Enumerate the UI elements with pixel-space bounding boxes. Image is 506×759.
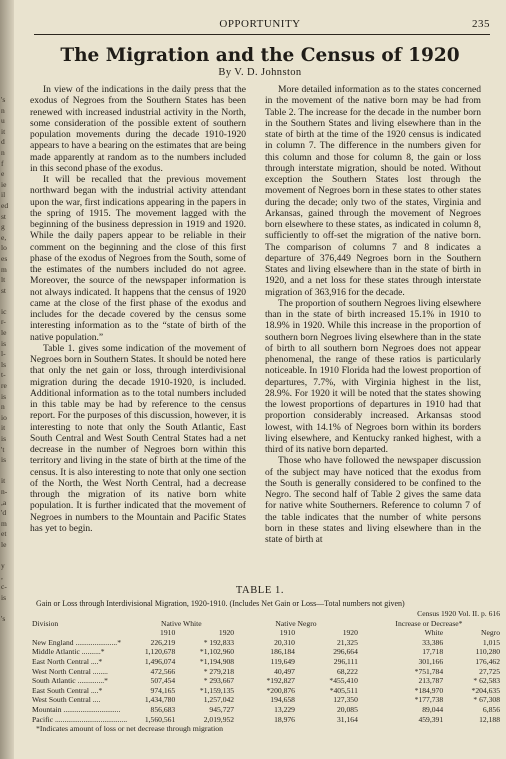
table-cell: 2,019,952	[203, 714, 235, 724]
division-name: Pacific ......................................	[32, 714, 128, 724]
header-rule	[34, 34, 490, 35]
table-cell: 89,044	[422, 704, 444, 714]
table-cell: 119,649	[270, 656, 295, 666]
table-cell: * 192,833	[203, 637, 235, 647]
table-cell: *184,970	[414, 685, 444, 695]
year-header: 1920	[342, 628, 358, 638]
table-cell: *204,635	[471, 685, 500, 695]
negro-header: Negro	[481, 628, 500, 638]
table-cell: 127,350	[333, 695, 358, 705]
table-cell: 194,658	[270, 695, 295, 705]
table-cell: 31,164	[337, 714, 358, 724]
table-cell: 1,560,561	[144, 714, 176, 724]
table-cell: 459,391	[418, 714, 444, 724]
table-cell: 1,257,042	[203, 695, 235, 705]
table-cell: 186,184	[270, 647, 295, 657]
table-cell: 40,497	[274, 666, 295, 676]
table-title: TABLE 1.	[235, 585, 285, 596]
table-cell: 20,085	[337, 704, 358, 714]
division-name: West South Central ....	[32, 695, 101, 705]
year-header: 1910	[160, 628, 176, 638]
table-cell: 12,188	[479, 714, 500, 724]
table-cell: 13,229	[274, 704, 295, 714]
table-cell: *177,738	[414, 695, 444, 705]
native-white-header: Native White	[161, 618, 202, 628]
division-name: East North Central ....*	[32, 656, 103, 666]
table-cell: *200,876	[266, 685, 295, 695]
table-cell: *1,194,908	[199, 656, 235, 666]
table-cell: 213,787	[418, 676, 444, 686]
table-cell: 301,166	[418, 656, 444, 666]
division-name: West North Central ........	[32, 666, 108, 676]
table-row	[30, 705, 500, 715]
table-cell: 68,222	[337, 666, 358, 676]
table-cell: *192,827	[266, 676, 295, 686]
table-header-row	[30, 628, 500, 638]
table-cell: * 279,218	[203, 666, 235, 676]
division-name: South Atlantic ..............*	[32, 676, 108, 686]
byline: By V. D. Johnston	[218, 67, 302, 78]
table-cell: 18,976	[274, 714, 295, 724]
table-cell: 1,434,780	[144, 695, 176, 705]
paragraph: It will be recalled that the previous movement northward began with the industrial activity attendant upon the war, first indications appearing in the papers in the spring of 1915. The movement lagged with the beginning of the business depression in 1919 and 1920. While the daily papers appear to be reliable in their comment on the beginning and the close of this first phase of the exodus of Negroes from the South, some of the estimates of the numbers included do not agree. Moreover, the source of the newspaper information is not always indicated. It happens that the census of 1920 came at the close of the first phase of the exodus and includes for the decade covered by the census some interesting information as to the “state of birth of the native population.”	[30, 174, 246, 343]
table-cell: 507,454	[150, 676, 176, 686]
year-header: 1920	[218, 628, 235, 638]
division-name: East South Central ....*	[32, 685, 103, 695]
table-cell: 1,496,074	[144, 656, 176, 666]
table-body	[30, 638, 500, 724]
table-cell: *1,102,960	[199, 647, 235, 657]
table-cell: 27,725	[479, 666, 500, 676]
division-name: Mountain ..............................	[32, 704, 121, 714]
magazine-page	[14, 0, 506, 759]
division-name: New England ......................*	[32, 637, 122, 647]
table-cell: * 67,308	[473, 695, 500, 705]
table-cell: * 62,583	[473, 676, 500, 686]
table-cell: *1,159,135	[199, 685, 235, 695]
table-cell: 296,664	[333, 647, 358, 657]
left-column	[30, 84, 246, 534]
table-cell: 856,683	[150, 704, 176, 714]
table-caption: Gain or Loss through Interdivisional Migration, 1920-1910. (Includes Net Gain or Loss—Total numbers not given)	[36, 599, 405, 608]
table-row	[30, 686, 500, 696]
table-cell: 226,219	[150, 637, 176, 647]
table-cell: 110,280	[475, 647, 500, 657]
table-cell: *455,410	[329, 676, 358, 686]
paragraph: Those who have followed the newspaper discussion of the subject may have noticed that the exodus from the South is generally considered to be confined to the Negro. The second half of Table 2 gives the same data for native white Southerners. Reference to column 7 of the table indicates that the number of white persons born in these states and living elsewhere than in the state of birth at	[265, 455, 481, 545]
table-cell: *751,784	[414, 666, 444, 676]
table-cell: 176,462	[475, 656, 500, 666]
paragraph: Table 1. gives some indication of the movement of Negroes born in Southern States. It should be noted here that only the net gain or loss, through interdivisional migration during the decade 1910-1920, is included. Additional information as to the total numbers included in this table may be had by reference to the census report. For the purposes of this discussion, however, it is interesting to note that only the South Atlantic, East South Central and West South Central States had a net decrease in the number of Negroes born within this territory and living in the state of birth at the time of the census. It is also interesting to note that only one section of the North, the West North Central, had a decrease through the migration of its native born white population. It is further indicated that the movement of Negroes in numbers to the Mountain and Pacific States has yet to begin.	[30, 342, 246, 534]
adjacent-page-edge-text: 's n u it d n f e ie il ed st g e, lo es m lt st ic r- le is l- ls t- re is n io it is 't is it n- ,a 'd m et le y , c- is 's	[1, 95, 9, 624]
table-row	[30, 647, 500, 657]
table-cell: 1,015	[482, 637, 500, 647]
table-row	[30, 695, 500, 705]
census-reference: Census 1920 Vol. II. p. 616	[417, 609, 500, 618]
page-gutter	[0, 0, 14, 759]
table-cell: *405,511	[329, 685, 358, 695]
table-header-row	[30, 619, 500, 629]
paragraph: The proportion of southern Negroes living elsewhere than in the state of birth increased 15.1% in 1910 to 18.9% in 1920. While this increase in the proportion of southern born Negroes living elsewhere than in the state of birth to all southern born Negroes does not appear phenomenal, the range of these ratios is particularly noticeable. In 1910 Florida had the lowest proportion of departures, 7.7%, with Virginia highest in the list, 28.9%. For 1920 it will be noted that the states showing the lowest proportions of departures in 1910 had that proportion considerably increased. Arkansas stood lowest, with 14.1% of Negroes born within its borders living elsewhere, and Kentucky ranked highest, with a third of its native born departed.	[265, 297, 481, 455]
division-header: Division	[32, 618, 59, 628]
table-cell: 17,718	[422, 647, 444, 657]
table-cell: 1,120,678	[144, 647, 176, 657]
paragraph: More detailed information as to the states concerned in the movement of the native born may be had from Table 2. The increase for the decade in the number born in the Southern States and living elsewhere than in the state of birth at the time of the 1920 census is indicated in column 7. The difference in the numbers given for this column and those for column 8, the gain or loss through interstate migration, should be noted. Without exception the Southern States lost through the movement of Negroes born in these states to other states during the decade; only two of the states, Virginia and Arkansas, gained through the movement of Negroes born elsewhere to these states, as indicated in column 8, sufficiently to off-set the migration of the native born. The comparison of columns 7 and 8 indicates a departure of 376,449 Negroes born in the Southern States and living elsewhere than in the state of birth in 1920, and a net loss for these states through interstate migration of 363,916 for the decade.	[265, 84, 481, 298]
increase-decrease-header: Increase or Decrease*	[395, 618, 463, 628]
right-column	[265, 84, 481, 545]
table-cell: 472,566	[150, 666, 176, 676]
table-footnote: *Indicates amount of loss or net decrease through migration	[36, 724, 224, 733]
table-row	[30, 638, 500, 648]
table-cell: 33,386	[422, 637, 444, 647]
running-head	[14, 18, 506, 32]
table-row	[30, 715, 500, 725]
table-cell: 945,727	[209, 704, 235, 714]
table-header-row	[30, 609, 500, 619]
article-title: The Migration and the Census of 1920	[60, 45, 460, 66]
table-row	[30, 667, 500, 677]
running-title: OPPORTUNITY	[219, 18, 301, 30]
division-name: Middle Atlantic ..........*	[32, 647, 105, 657]
migration-table	[30, 609, 500, 724]
year-header: 1910	[279, 628, 295, 638]
white-header: White	[424, 628, 444, 638]
table-row	[30, 676, 500, 686]
table-cell: 21,325	[337, 637, 358, 647]
table-cell: 974,165	[150, 685, 176, 695]
table-cell: * 293,667	[203, 676, 235, 686]
paragraph: In view of the indications in the daily press that the exodus of Negroes from the Southern States has been renewed with increased industrial activity in the North, some consideration of the possible extent of southern population movements during the decade 1910-1920 appears to have a bearing on the estimates that are being made apparently at random as to the numbers included in this second phase of the exodus.	[30, 84, 246, 174]
native-negro-header: Native Negro	[275, 618, 317, 628]
table-cell: 20,310	[274, 637, 295, 647]
table-cell: 6,856	[482, 704, 500, 714]
table-row	[30, 657, 500, 667]
table-cell: 296,111	[333, 656, 358, 666]
page-number: 235	[472, 18, 490, 30]
